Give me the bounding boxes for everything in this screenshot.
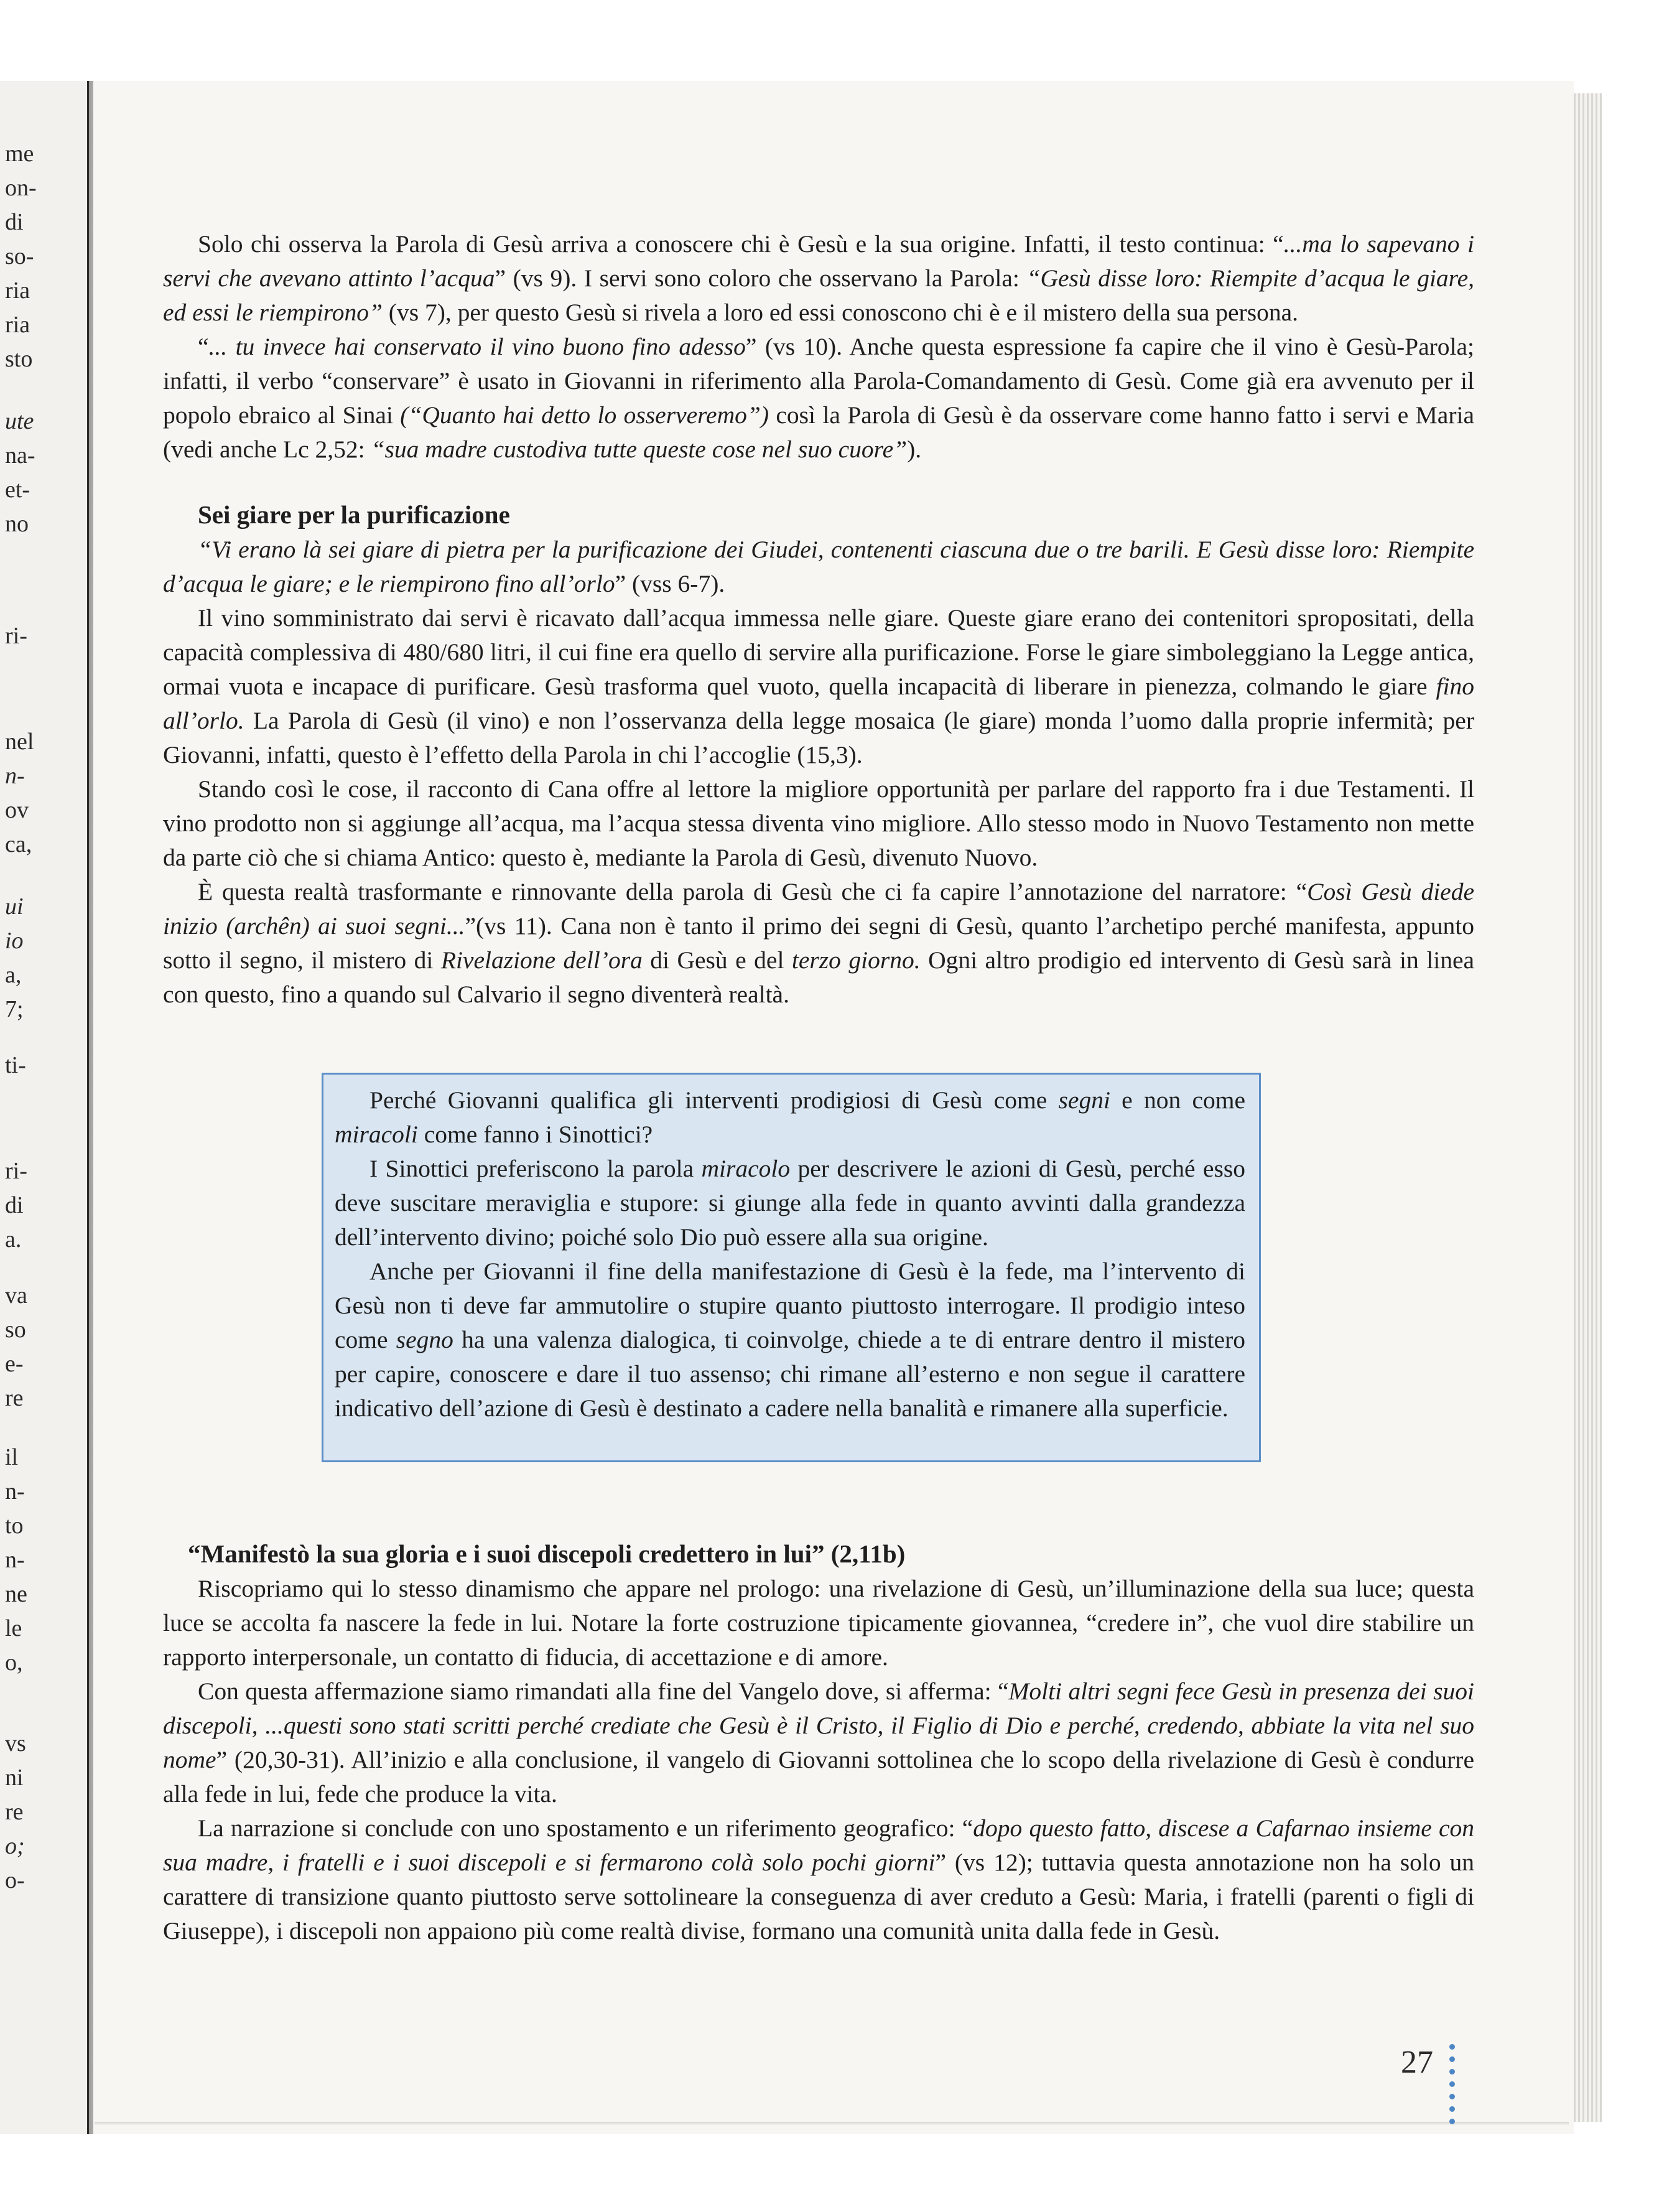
paragraph-prologue: Riscopriamo qui lo stesso dinamismo che appare nel prologo: una rivelazione di Gesù, un’illuminazione della sua luce; questa luce se accolta fa nascere la fede in lui. Notare la forte costruzione tipicamente giovannea, “credere in”, che vuol dire stabilire un rapporto interpersonale, un contatto di fiducia, di accettazione e di amore. (163, 1575, 1474, 1671)
facing-page-fragment: le (5, 1615, 22, 1641)
facing-page-fragment: n- (5, 1547, 25, 1573)
facing-page-fragment: so- (5, 243, 34, 269)
dotted-ornament (1449, 2044, 1456, 2131)
paragraph-gospel-end: Con questa affermazione siamo rimandati alla fine del Vangelo dove, si afferma: “Molti altri segni fece Gesù in presenza dei suoi discepoli, ...questi sono stati scritti perché crediate che Gesù è il Cristo, il Figlio di Dio e perché, credendo, abbiate la vita nel suo nome” (20,30-31). All’inizio e alla conclusione, il vangelo di Giovanni sottolinea che lo scopo della rivelazione di Gesù è condurre alla fede in lui, fede che produce la vita. (163, 1678, 1474, 1808)
facing-page-fragment: a, (5, 962, 22, 988)
paragraph-knowledge: Solo chi osserva la Parola di Gesù arriva a conoscere chi è Gesù e la sua origine. Infatti, il testo continua: “...ma lo sapevano i servi che avevano attinto l’acqua” (vs 9). I servi sono coloro che osservano la Parola: “Gesù disse loro: Riempite d’acqua le giare, ed essi le riempirono” (vs 7), per questo Gesù si rivela a loro ed essi conoscono chi è e il mistero della sua persona. (163, 230, 1474, 326)
facing-page-fragment: ute (5, 408, 34, 434)
facing-page-fragment: n- (5, 763, 25, 789)
quote-giare: “Vi erano là sei giare di pietra per la purificazione dei Giudei, contenenti ciascuna due o tre barili. E Gesù disse loro: Riempite d’acqua le giare; e le riempirono fino all’orlo” (vss 6-7). (163, 536, 1474, 597)
page-number: 27 (1401, 2045, 1433, 2080)
facing-page-fragment: ri- (5, 623, 27, 649)
facing-page-fragment: nel (5, 729, 34, 755)
facing-page-fragment: o, (5, 1650, 23, 1676)
facing-page-fragment: me (5, 141, 34, 167)
sidebar-box-signs (322, 1073, 1261, 1462)
facing-page-fragment: re (5, 1799, 24, 1825)
page-body (163, 227, 1474, 1948)
paragraph-good-wine: “... tu invece hai conservato il vino buono fino adesso” (vs 10). Anche questa espressione fa capire che il vino è Gesù-Parola; infatti, il verbo “conservare” è usato in Giovanni in riferimento alla Parola-Comandamento di Gesù. Come già era avvenuto per il popolo ebraico al Sinai (“Quanto hai detto lo osserveremo”) così la Parola di Gesù è da osservare come hanno fatto i servi e Maria (vedi anche Lc 2,52: “sua madre custodiva tutte queste cose nel suo cuore”). (163, 333, 1474, 463)
facing-page-fragment: io (5, 928, 24, 954)
facing-page-fragment: et- (5, 477, 30, 503)
facing-page-fragment: di (5, 1192, 24, 1218)
facing-page-fragment: on- (5, 175, 37, 201)
facing-page-fragment: ri- (5, 1158, 27, 1184)
scan-background (0, 2134, 1654, 2212)
facing-page-fragment: ti- (5, 1052, 26, 1078)
facing-page-fragment: il (5, 1444, 19, 1470)
facing-page-fragment: va (5, 1282, 27, 1309)
facing-page-fragment: ui (5, 894, 24, 920)
box-question: Perché Giovanni qualifica gli interventi prodigiosi di Gesù come segni e non come miracoli come fanno i Sinottici? (335, 1086, 1245, 1148)
facing-page-fragment: to (5, 1513, 24, 1539)
section-heading-glory: “Manifestò la sua gloria e i suoi discepoli credettero in lui” (2,11b) (188, 1539, 906, 1568)
facing-page-fragment: a. (5, 1226, 22, 1253)
page-bottom-edge (95, 2122, 1569, 2126)
facing-page-fragment: ria (5, 278, 30, 304)
facing-page-fragment: e- (5, 1351, 24, 1377)
box-synoptics: I Sinottici preferiscono la parola miracolo per descrivere le azioni di Gesù, perché esso deve suscitare meraviglia e stupore: si giunge alla fede in quanto avvinti dalla grandezza dell’intervento divino; poiché solo Dio può essere alla sua origine. (335, 1155, 1245, 1251)
facing-page-fragment: ria (5, 312, 30, 338)
facing-page-fragment: vs (5, 1730, 26, 1757)
facing-page-fragment: sto (5, 346, 33, 372)
facing-page-fragment: o; (5, 1833, 25, 1859)
facing-page-fragment: re (5, 1385, 24, 1411)
paragraph-archetype: È questa realtà trasformante e rinnovante della parola di Gesù che ci fa capire l’annotazione del narratore: “Così Gesù diede inizio (archên) ai suoi segni...”(vs 11). Cana non è tanto il primo dei segni di Gesù, quanto l’archetipo perché manifesta, appunto sotto il segno, il mistero di Rivelazione dell’ora di Gesù e del terzo giorno. Ogni altro prodigio ed intervento di Gesù sarà in linea con questo, fino a quando sul Calvario il segno diventerà realtà. (163, 878, 1475, 1008)
paragraph-testaments: Stando così le cose, il racconto di Cana offre al lettore la migliore opportunità per parlare del rapporto fra i due Testamenti. Il vino prodotto non si aggiunge all’acqua, ma l’acqua stessa diventa vino migliore. Allo stesso modo in Nuovo Testamento non mette da parte ciò che si chiama Antico: questo è, mediante la Parola di Gesù, divenuto Nuovo. (163, 775, 1474, 871)
facing-page-fragment: n- (5, 1478, 25, 1505)
facing-page-fragment: no (5, 511, 29, 537)
facing-page-margin (0, 81, 89, 2134)
facing-page-fragment: ni (5, 1765, 24, 1791)
paragraph-jars: Il vino somministrato dai servi è ricavato dall’acqua immessa nelle giare. Queste giare erano dei contenitori spropositati, della capacità complessiva di 480/680 litri, il cui fine era quello di servire alla purificazione. Forse le giare simboleggiano la Legge antica, ormai vuota e incapace di purificare. Gesù trasforma quel vuoto, quella incapacità di liberare in pienezza, colmando le giare fino all’orlo. La Parola di Gesù (il vino) e non l’osservanza della legge mosaica (le giare) monda l’uomo dalla proprie infermità; per Giovanni, infatti, questo è l’effetto della Parola in chi l’accoglie (15,3). (163, 604, 1474, 768)
facing-page-fragment: 7; (5, 996, 24, 1022)
page-edges (1574, 93, 1602, 2122)
facing-page-fragment: o- (5, 1867, 25, 1893)
section-heading-giare: Sei giare per la purificazione (198, 500, 510, 529)
facing-page-fragment: so (5, 1317, 26, 1343)
facing-page-fragment: di (5, 209, 24, 235)
facing-page-fragment: ne (5, 1581, 27, 1607)
facing-page-fragment: na- (5, 442, 35, 469)
facing-page-fragment: ca, (5, 831, 32, 857)
facing-page-fragment: ov (5, 797, 29, 823)
paragraph-capernaum: La narrazione si conclude con uno spostamento e un riferimento geografico: “dopo questo fatto, discese a Cafarnao insieme con sua madre, i fratelli e i suoi discepoli e si fermarono colà solo pochi giorni” (vs 12); tuttavia questa annotazione non ha solo un carattere di transizione quanto piuttosto serve sottolineare la conseguenza di aver creduto a Gesù: Maria, i fratelli (parenti o figli di Giuseppe), i discepoli non appaiono più come realtà divise, formano una comunità unita dalla fede in Gesù. (163, 1814, 1474, 1944)
box-john: Anche per Giovanni il fine della manifestazione di Gesù è la fede, ma l’intervento di Gesù non ti deve far ammutolire o stupire quanto piuttosto interrogare. Il prodigio inteso come segno ha una valenza dialogica, ti coinvolge, chiede a te di entrare dentro il mistero per capire, conoscere e dare il tuo assenso; chi rimane all’esterno e non segue il carattere indicativo dell’azione di Gesù è destinato a cadere nella banalità e rimanere alla superficie. (335, 1258, 1245, 1422)
spacer (163, 1462, 1474, 1536)
